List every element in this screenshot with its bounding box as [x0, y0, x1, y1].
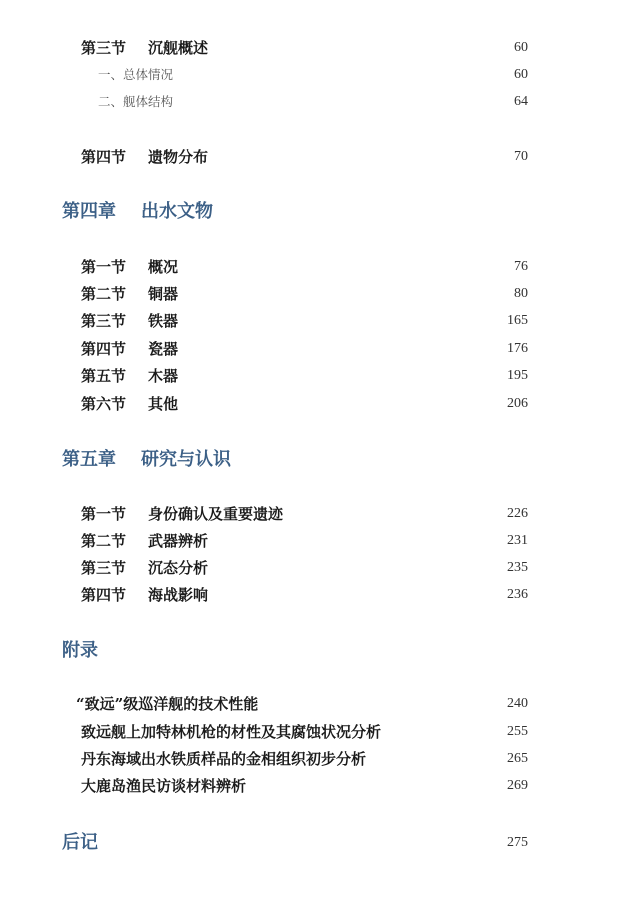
subsection-title: 二、舰体结构	[98, 94, 174, 109]
section-title: 海战影响	[148, 586, 209, 604]
section-number: 第六节	[81, 395, 127, 413]
chapter-title: 出水文物	[141, 201, 213, 222]
section-number: 第三节	[81, 39, 127, 57]
toc-section-3[interactable]	[0, 35, 622, 61]
toc-ch4-section-1[interactable]	[0, 254, 622, 280]
toc-chapter-4[interactable]	[0, 199, 622, 225]
section-title: 沉态分析	[148, 559, 209, 577]
section-number: 第二节	[81, 285, 127, 303]
page-number: 165	[507, 313, 528, 328]
section-title: 遗物分布	[148, 148, 209, 166]
page-number: 231	[507, 533, 528, 548]
toc-ch5-section-4[interactable]	[0, 582, 622, 608]
section-title: 铁器	[148, 312, 179, 330]
toc-postscript[interactable]	[0, 830, 622, 856]
page-number: 226	[507, 506, 528, 521]
postscript-title: 后记	[62, 832, 98, 853]
chapter-number: 第四章	[62, 201, 116, 222]
toc-ch4-section-3[interactable]	[0, 308, 622, 334]
toc-ch5-section-3[interactable]	[0, 555, 622, 581]
page-number: 70	[514, 149, 528, 164]
toc-appendix[interactable]	[0, 638, 622, 664]
toc-subsection-1[interactable]	[0, 62, 622, 88]
toc-ch5-section-2[interactable]	[0, 528, 622, 554]
section-title: 概况	[148, 258, 179, 276]
page-number: 60	[514, 67, 528, 82]
page-number: 240	[507, 696, 528, 711]
page-number: 236	[507, 587, 528, 602]
section-number: 第五节	[81, 367, 127, 385]
section-number: 第一节	[81, 258, 127, 276]
appendix-item-title: 丹东海域出水铁质样品的金相组织初步分析	[81, 750, 367, 768]
section-number: 第一节	[81, 505, 127, 523]
toc-appendix-item-3[interactable]	[0, 746, 622, 772]
toc-ch4-section-5[interactable]	[0, 363, 622, 389]
section-number: 第四节	[81, 586, 127, 604]
appendix-item-title: 致远舰上加特林机枪的材性及其腐蚀状况分析	[81, 723, 382, 741]
appendix-title: 附录	[62, 640, 98, 661]
section-title: 瓷器	[148, 340, 179, 358]
toc-ch4-section-4[interactable]	[0, 336, 622, 362]
section-title: 沉舰概述	[148, 39, 209, 57]
subsection-title: 一、总体情况	[98, 67, 174, 82]
toc-section-4[interactable]	[0, 144, 622, 170]
toc-ch4-section-6[interactable]	[0, 391, 622, 417]
section-number: 第二节	[81, 532, 127, 550]
page-number: 195	[507, 368, 528, 383]
section-title: 身份确认及重要遗迹	[148, 505, 284, 523]
appendix-item-title: “致远”级巡洋舰的技术性能	[76, 695, 259, 713]
section-number: 第四节	[81, 340, 127, 358]
toc-ch5-section-1[interactable]	[0, 501, 622, 527]
page-number: 265	[507, 751, 528, 766]
toc-appendix-item-4[interactable]	[0, 773, 622, 799]
section-number: 第三节	[81, 312, 127, 330]
appendix-item-title: 大鹿岛渔民访谈材料辨析	[81, 777, 247, 795]
page-number: 275	[507, 835, 528, 850]
page-number: 64	[514, 94, 528, 109]
page-number: 255	[507, 724, 528, 739]
section-number: 第三节	[81, 559, 127, 577]
section-title: 木器	[148, 367, 179, 385]
page-number: 76	[514, 259, 528, 274]
section-title: 武器辨析	[148, 532, 209, 550]
toc-appendix-item-2[interactable]	[0, 719, 622, 745]
section-number: 第四节	[81, 148, 127, 166]
section-title: 其他	[148, 395, 179, 413]
page-number: 206	[507, 396, 528, 411]
section-title: 铜器	[148, 285, 179, 303]
toc-subsection-2[interactable]	[0, 89, 622, 115]
toc-ch4-section-2[interactable]	[0, 281, 622, 307]
chapter-title: 研究与认识	[141, 449, 231, 470]
chapter-number: 第五章	[62, 449, 116, 470]
page-number: 235	[507, 560, 528, 575]
toc-appendix-item-1[interactable]	[0, 691, 622, 717]
page-number: 176	[507, 341, 528, 356]
toc-chapter-5[interactable]	[0, 447, 622, 473]
page-number: 80	[514, 286, 528, 301]
page-number: 60	[514, 40, 528, 55]
page-number: 269	[507, 778, 528, 793]
